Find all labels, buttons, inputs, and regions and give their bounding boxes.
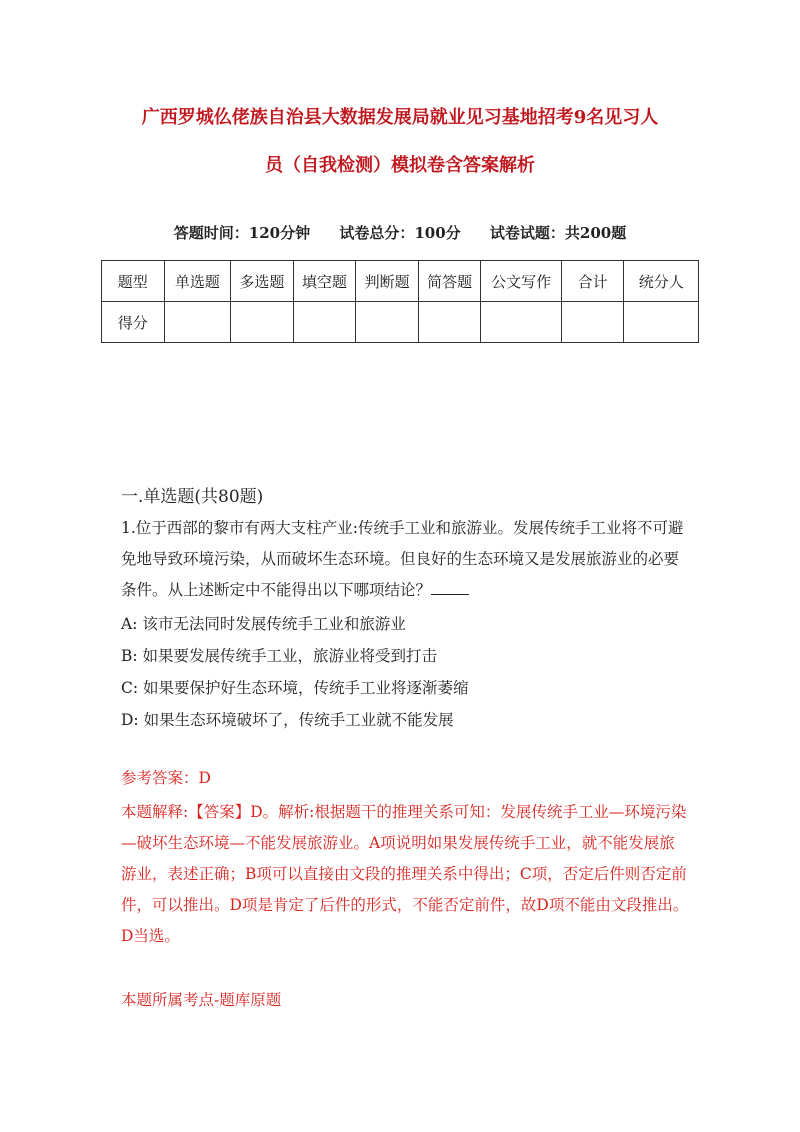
score-header-cell: 统分人 (624, 261, 699, 302)
question-stem: 1.位于西部的黎市有两大支柱产业:传统手工业和旅游业。发展传统手工业将不可避免地导致环境污染，从而破坏生态环境。但良好的生态环境又是发展旅游业的必要条件。从上述断定中不能得出以下哪项结论？ (121, 519, 684, 599)
section-title: 一.单选题(共80题) (121, 487, 264, 507)
answer-explanation: 本题解释:【答案】D。解析:根据题干的推理关系可知：发展传统手工业—环境污染—破坏生态环境—不能发展旅游业。A项说明如果发展传统手工业，就不能发展旅游业，表述正确；B项可以直接由文段的推理关系中得出；C项，否定后件则否定前件，可以推出。D项是肯定了后件的形式，不能否定前件，故D项不能由文段推出。D当选。 (121, 803, 689, 945)
score-header-cell: 判断题 (356, 261, 419, 302)
document-title (100, 94, 700, 190)
score-cell (164, 302, 231, 343)
score-cell (356, 302, 419, 343)
score-cell (624, 302, 699, 343)
option-c: C: 如果要保护好生态环境，传统手工业将逐渐萎缩 (121, 679, 469, 697)
score-table-score-row (102, 302, 699, 343)
score-table-header-row (102, 261, 699, 302)
score-cell (561, 302, 624, 343)
title-line-2: 员（自我检测）模拟卷含答案解析 (265, 155, 535, 176)
reference-answer: 参考答案：D (121, 769, 211, 787)
exam-total-score: 试卷总分：100分 (339, 224, 461, 242)
score-cell (293, 302, 356, 343)
question-text (121, 513, 689, 606)
score-header-cell: 题型 (102, 261, 165, 302)
exam-time: 答题时间：120分钟 (173, 224, 311, 242)
question-topic: 本题所属考点-题库原题 (121, 991, 282, 1009)
exam-meta (100, 222, 700, 243)
score-cell (231, 302, 294, 343)
option-d: D: 如果生态环境破坏了，传统手工业就不能发展 (121, 711, 454, 729)
score-header-cell: 公文写作 (481, 261, 561, 302)
exam-question-count: 试卷试题：共200题 (489, 224, 627, 242)
option-b: B: 如果要发展传统手工业，旅游业将受到打击 (121, 647, 438, 665)
option-a: A: 该市无法同时发展传统手工业和旅游业 (121, 615, 406, 633)
score-header-cell: 合计 (561, 261, 624, 302)
score-cell (418, 302, 481, 343)
score-row-label: 得分 (102, 302, 165, 343)
score-header-cell: 简答题 (418, 261, 481, 302)
score-header-cell: 填空题 (293, 261, 356, 302)
score-header-cell: 多选题 (231, 261, 294, 302)
answer-blank (431, 580, 469, 595)
title-line-1: 广西罗城仫佬族自治县大数据发展局就业见习基地招考9名见习人 (141, 107, 659, 128)
score-table (101, 260, 699, 343)
score-header-cell: 单选题 (164, 261, 231, 302)
score-cell (481, 302, 561, 343)
